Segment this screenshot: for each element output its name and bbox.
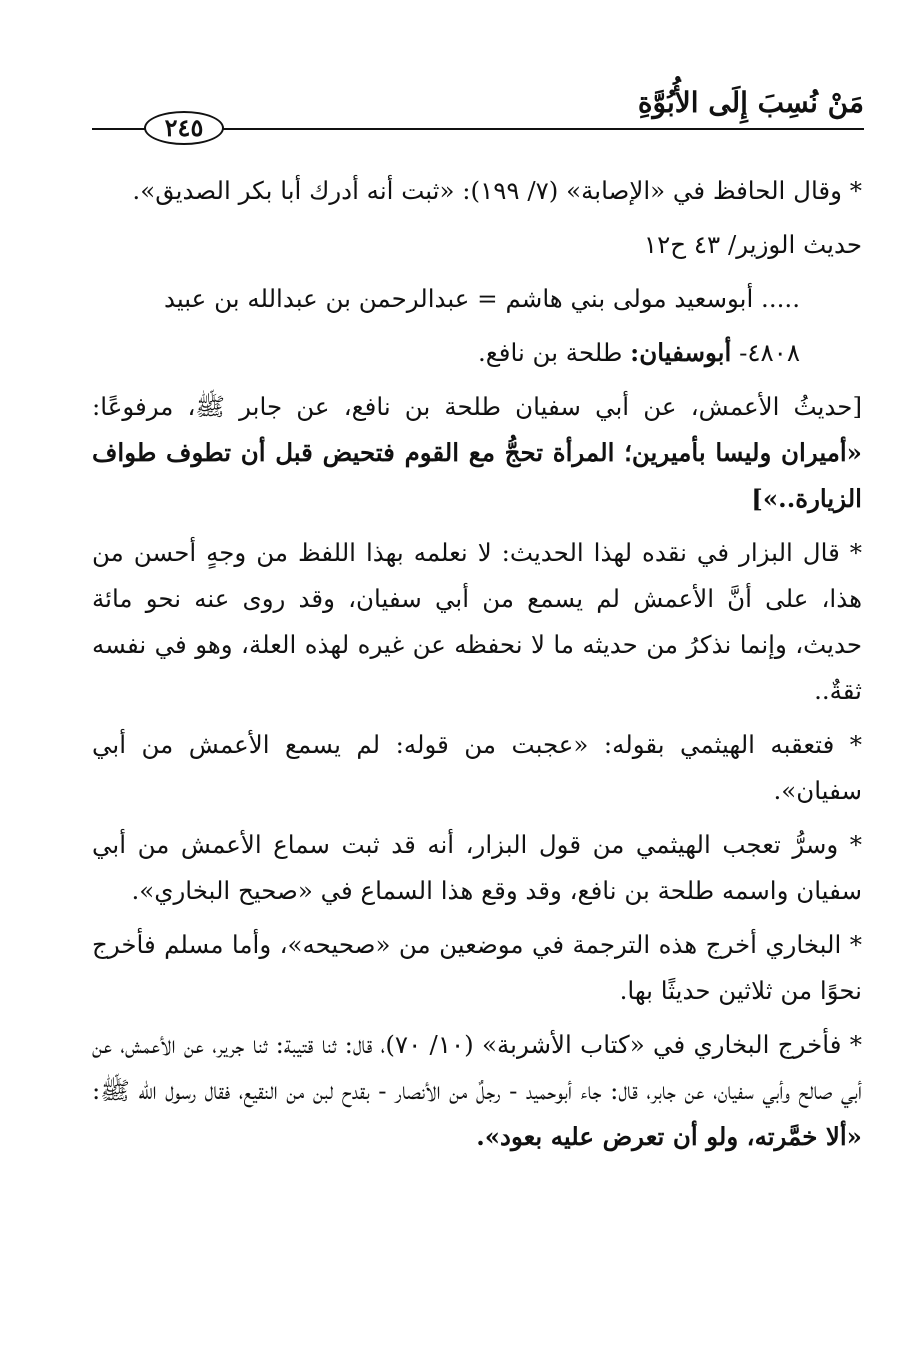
hadith-chain: [حديثُ الأعمش، عن أبي سفيان طلحة بن نافع، عن جابر ﷺ، مرفوعًا: [92, 392, 862, 421]
page-body [92, 168, 862, 1168]
paragraph-ashriba [92, 1022, 862, 1160]
paragraph-bazzar: * قال البزار في نقده لهذا الحديث: لا نعلمه بهذا اللفظ من وجهٍ أحسن من هذا، على أنَّ الأعمش لم يسمع من أبي سفيان، وقد روى عنه نحو مائة حديث، وإنما نذكرُ من حديثه ما لا نحفظه عن غيره لهذه العلة، وهو في نفسه ثقةٌ.. [92, 538, 862, 705]
ashriba-chain: * فأخرج البخاري في «كتاب الأشربة» (١٠/ ٧٠)، قال: ثنا قتيبة: ثنا جرير، عن الأعمش، عن أبي صالح وأبي سفيان، عن جابر، قال: جاء أبوحميد - رجلٌ من الأنصار - بقدح لبن من النقيع، فقال رسول الله ﷺ: [92, 1030, 863, 1105]
paragraph-haythami: * فتعقبه الهيثمي بقوله: «عجبت من قوله: لم يسمع الأعمش من أبي سفيان». [92, 730, 862, 805]
ashriba-quote: «ألا خمَّرته، ولو أن تعرض عليه بعود». [476, 1122, 862, 1151]
entry-number: ٤٨٠٨- [739, 338, 800, 367]
entry-rest: طلحة بن نافع. [477, 338, 623, 367]
paragraph-isaba: * وقال الحافظ في «الإصابة» (٧/ ١٩٩): «ثبت أنه أدرك أبا بكر الصديق». [132, 176, 862, 205]
running-title: مَنْ نُسِبَ إِلَى الأُبُوَّةِ [637, 86, 864, 119]
page-number: ٢٤٥ [144, 111, 224, 145]
hadith-text: «أميران وليسا بأميرين؛ المرأة تحجُّ مع القوم فتحيض قبل أن تطوف طواف الزيارة..»] [92, 438, 862, 513]
paragraph-bukhari-muslim: * البخاري أخرج هذه الترجمة في موضعين من «صحيحه»، وأما مسلم فأخرج نحوًا من ثلاثين حديثًا بها. [92, 930, 862, 1005]
paragraph-hadith-wazir: حديث الوزير/ ٤٣ ح١٢ [643, 230, 862, 259]
paragraph-abusaid: ..... أبوسعيد مولى بني هاشم = عبدالرحمن بن عبدالله بن عبيد [164, 284, 800, 313]
entry-name: أبوسفيان: [630, 338, 732, 367]
page-header [92, 78, 864, 148]
paragraph-secret: * وسرُّ تعجب الهيثمي من قول البزار، أنه قد ثبت سماع الأعمش من أبي سفيان واسمه طلحة بن نافع، وقد وقع هذا السماع في «صحيح البخاري». [92, 830, 862, 905]
paragraph-hadith [92, 384, 862, 522]
entry-heading [92, 330, 862, 376]
